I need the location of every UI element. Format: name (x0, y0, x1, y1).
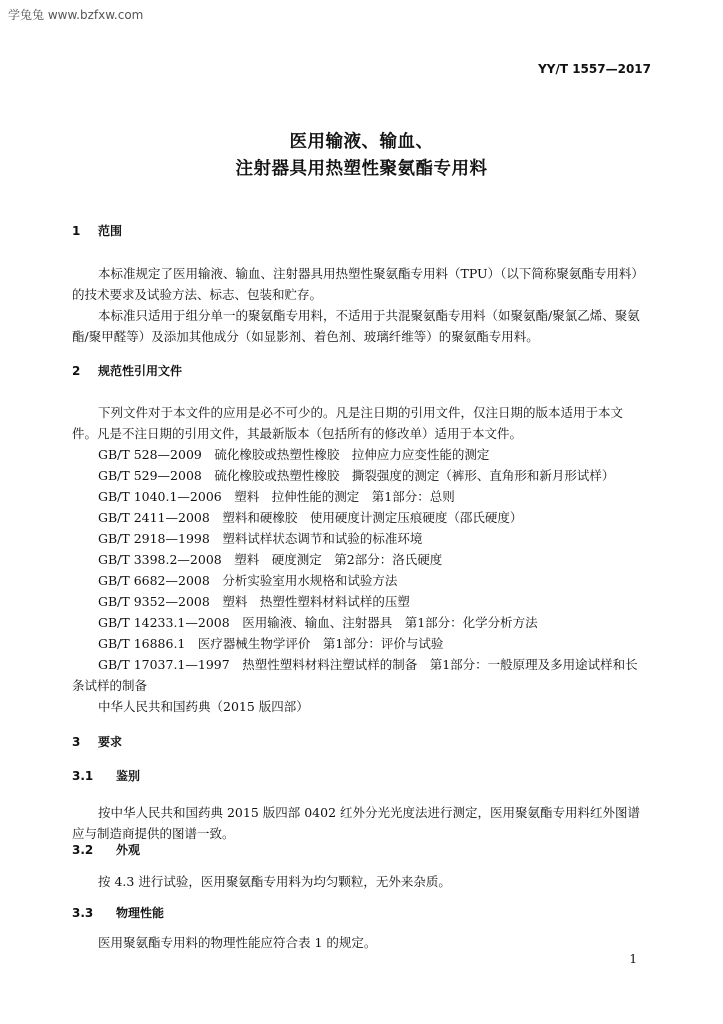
subsection-number: 3.1 (72, 769, 94, 783)
reference-item: GB/T 529—2008 硫化橡胶或热塑性橡胶 撕裂强度的测定（裤形、直角形和新月形试样） (98, 468, 615, 483)
paragraph-line: 按 4.3 进行试验，医用聚氨酯专用料为均匀颗粒，无外来杂质。 (98, 874, 451, 889)
paragraph-line: 的技术要求及试验方法、标志、包装和贮存。 (72, 287, 323, 302)
subsection-title: 外观 (116, 843, 141, 857)
paragraph-line: 按中华人民共和国药典 2015 版四部 0402 红外分光光度法进行测定，医用聚氨酯专用料红外图谱 (98, 805, 641, 820)
reference-item: GB/T 9352—2008 塑料 热塑性塑料材料试样的压塑 (98, 594, 410, 609)
watermark: 学兔兔 www.bzfxw.com (8, 8, 144, 22)
reference-item: GB/T 17037.1—1997 热塑性塑料材料注塑试样的制备 第1部分：一般原理及多用途试样和长 (98, 657, 638, 672)
page-number: 1 (629, 952, 637, 966)
reference-item: GB/T 3398.2—2008 塑料 硬度测定 第2部分：洛氏硬度 (98, 552, 443, 567)
reference-item: 中华人民共和国药典（2015 版四部） (98, 699, 309, 714)
subsection-title: 物理性能 (116, 906, 165, 920)
section-3-heading (72, 733, 122, 750)
paragraph-line: 医用聚氨酯专用料的物理性能应符合表 1 的规定。 (98, 935, 377, 950)
standard-number: YY/T 1557—2017 (538, 62, 651, 76)
paragraph-line: 下列文件对于本文件的应用是必不可少的。凡是注日期的引用文件，仅注日期的版本适用于本文 (98, 405, 624, 420)
section-number: 2 (72, 364, 81, 378)
section-title: 要求 (98, 735, 123, 749)
reference-item: GB/T 14233.1—2008 医用输液、输血、注射器具 第1部分：化学分析方法 (98, 615, 538, 630)
subsection-number: 3.3 (72, 906, 94, 920)
reference-item: GB/T 2411—2008 塑料和硬橡胶 使用硬度计测定压痕硬度（邵氏硬度） (98, 510, 523, 525)
document-title-line-2: 注射器具用热塑性聚氨酯专用料 (235, 159, 488, 179)
subsection-number: 3.2 (72, 843, 94, 857)
paragraph-line: 本标准规定了医用输液、输血、注射器具用热塑性聚氨酯专用料（TPU）（以下简称聚氨酯专用料） (98, 266, 644, 281)
section-title: 规范性引用文件 (98, 364, 183, 378)
reference-item-continuation: 条试样的制备 (72, 678, 148, 693)
paragraph-line: 件。凡是不注日期的引用文件，其最新版本（包括所有的修改单）适用于本文件。 (72, 426, 523, 441)
section-2-heading (72, 362, 182, 379)
subsection-3-2-heading (72, 841, 140, 858)
section-title: 范围 (98, 224, 123, 238)
reference-item: GB/T 16886.1 医疗器械生物学评价 第1部分：评价与试验 (98, 636, 444, 651)
subsection-3-1-heading (72, 767, 140, 784)
section-1-heading (72, 222, 122, 239)
paragraph-line: 本标准只适用于组分单一的聚氨酯专用料，不适用于共混聚氨酯专用料（如聚氨酯/聚氯乙烯、聚氨 (98, 308, 640, 323)
paragraph-line: 酯/聚甲醛等）及添加其他成分（如显影剂、着色剂、玻璃纤维等）的聚氨酯专用料。 (72, 329, 539, 344)
section-number: 3 (72, 735, 81, 749)
paragraph-line: 应与制造商提供的图谱一致。 (72, 826, 235, 841)
reference-item: GB/T 2918—1998 塑料试样状态调节和试验的标准环境 (98, 531, 423, 546)
subsection-title: 鉴别 (116, 769, 141, 783)
section-number: 1 (72, 224, 81, 238)
subsection-3-3-heading (72, 904, 164, 921)
reference-item: GB/T 1040.1—2006 塑料 拉伸性能的测定 第1部分：总则 (98, 489, 455, 504)
reference-item: GB/T 6682—2008 分析实验室用水规格和试验方法 (98, 573, 398, 588)
document-title-line-1: 医用输液、输血、 (289, 132, 434, 152)
reference-item: GB/T 528—2009 硫化橡胶或热塑性橡胶 拉伸应力应变性能的测定 (98, 447, 490, 462)
